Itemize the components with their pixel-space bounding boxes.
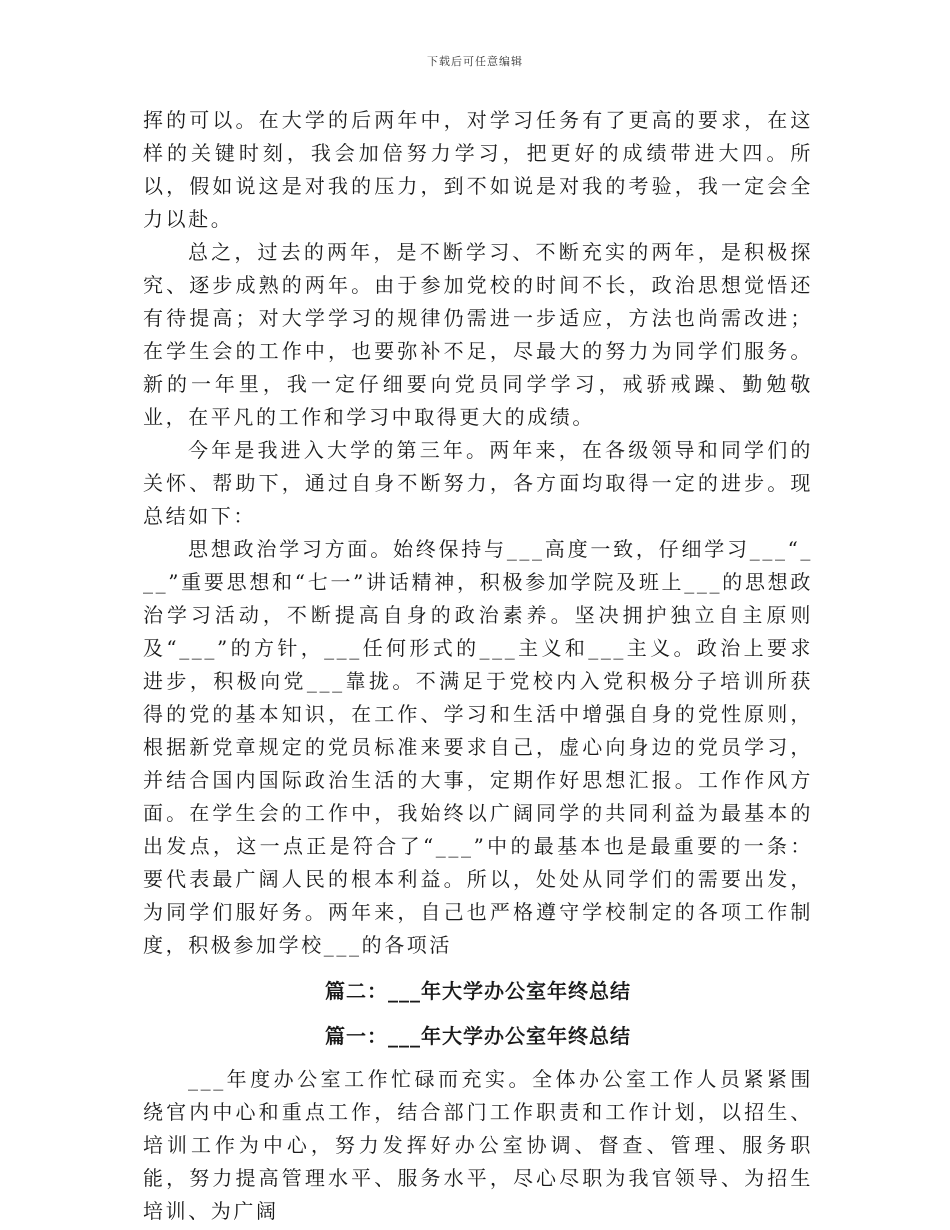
paragraph-5: ___年度办公室工作忙碌而充实。全体办公室工作人员紧紧围绕官内中心和重点工作，结合部门工作职责和工作计划，以招生、培训工作为中心，努力发挥好办公室协调、督查、管理、服务职能，努力提高管理水平、服务水平，尽心尽职为我官领导、为招生培训、为广阔 [143, 1067, 813, 1223]
document-body [143, 104, 813, 1228]
page-header: 下载后可任意编辑 [427, 55, 523, 68]
paragraph-1: 挥的可以。在大学的后两年中，对学习任务有了更高的要求，在这样的关键时刻，我会加倍努力学习，把更好的成绩带进大四。所以，假如说这是对我的压力，到不如说是对我的考验，我一定会全力以赴。 [143, 108, 813, 231]
paragraph-4: 思想政治学习方面。始终保持与___高度一致，仔细学习___“___”重要思想和“七一”讲话精神，积极参加学院及班上___的思想政治学习活动，不断提高自身的政治素养。坚决拥护独立自主原则及“___”的方针，___任何形式的___主义和___主义。政治上要求进步，积极向党___靠拢。不满足于党校内入党积极分子培训所获得的党的基本知识，在工作、学习和生活中增强自身的党性原则，根据新党章规定的党员标准来要求自己，虚心向身边的党员学习，并结合国内国际政治生活的大事，定期作好思想汇报。工作作风方面。在学生会的工作中，我始终以广阔同学的共同利益为最基本的出发点，这一点正是符合了“___”中的最基本也是最重要的一条：要代表最广阔人民的根本利益。所以，处处从同学们的需要出发，为同学们服好务。两年来，自己也严格遵守学校制定的各项工作制度，积极参加学校___的各项活 [143, 537, 813, 957]
paragraph-2: 总之，过去的两年，是不断学习、不断充实的两年，是积极探究、逐步成熟的两年。由于参加党校的时间不长，政治思想觉悟还有待提高；对大学学习的规律仍需进一步适应，方法也尚需改进；在学生会的工作中，也要弥补不足，尽最大的努力为同学们服务。新的一年里，我一定仔细要向党员同学学习，戒骄戒躁、勤勉敬业，在平凡的工作和学习中取得更大的成绩。 [143, 240, 813, 429]
section-title-part2: 篇二：___年大学办公室年终总结 [325, 979, 631, 1003]
section-title-part1: 篇一：___年大学办公室年终总结 [325, 1024, 631, 1048]
paragraph-3: 今年是我进入大学的第三年。两年来，在各级领导和同学们的关怀、帮助下，通过自身不断努力，各方面均取得一定的进步。现总结如下： [143, 438, 813, 528]
